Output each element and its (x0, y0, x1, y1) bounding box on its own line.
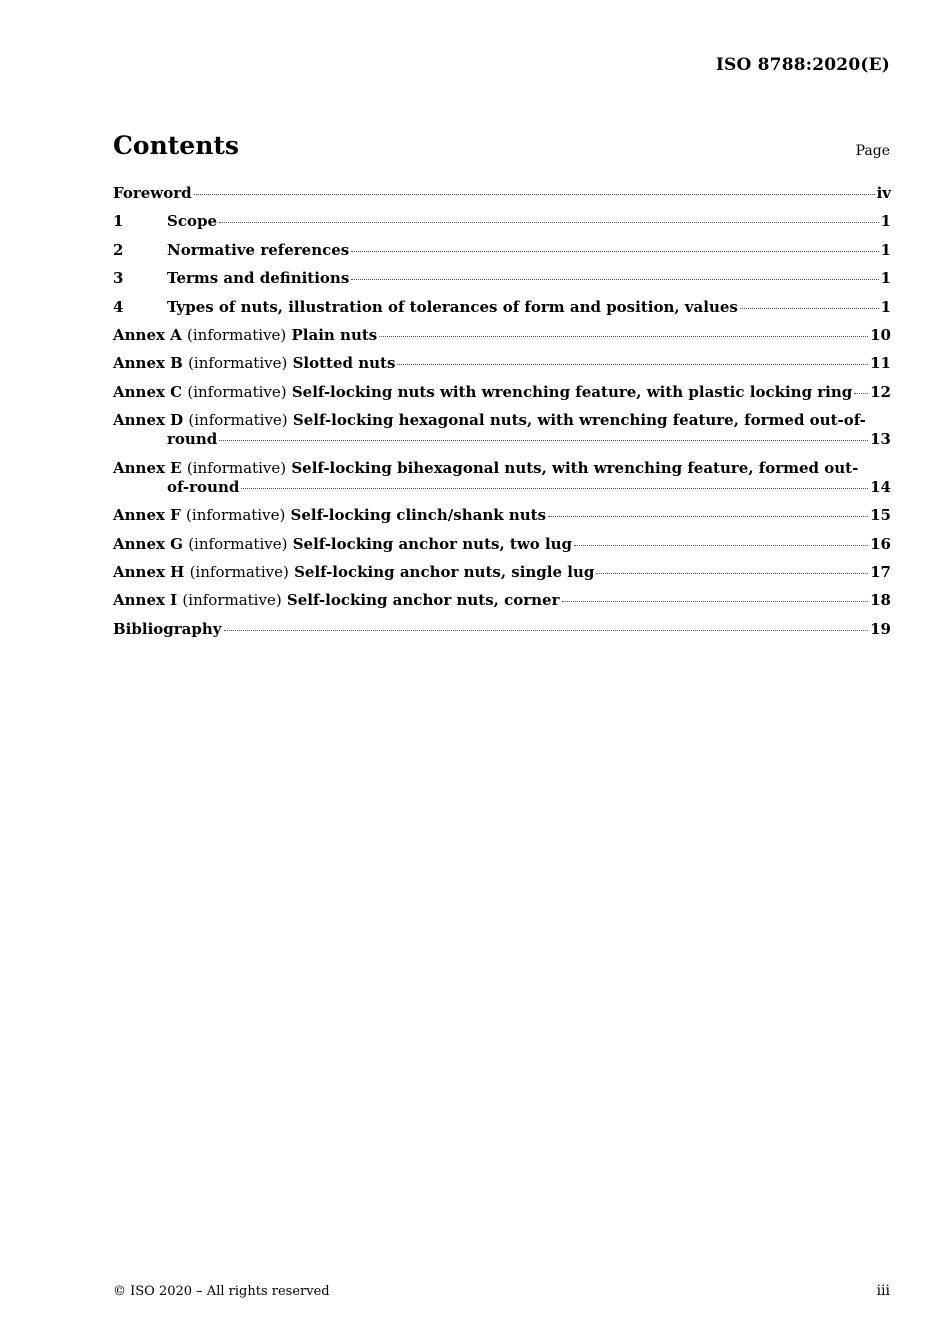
annex-label: Annex E (113, 458, 182, 477)
toc-page-number: 14 (870, 477, 891, 496)
toc-entry-bibliography[interactable] (113, 620, 891, 648)
annex-type: (informative) (186, 506, 286, 525)
toc-title: Normative references (167, 240, 350, 259)
toc-page-number: 19 (870, 619, 891, 638)
toc-page-number: 12 (870, 382, 891, 401)
toc-page-number: 15 (870, 506, 891, 525)
annex-type: (informative) (188, 354, 288, 373)
toc-title-continuation: round (167, 430, 218, 449)
toc-page-number: 1 (880, 212, 891, 231)
section-number: 4 (113, 297, 124, 316)
dot-leader (548, 516, 868, 517)
toc-title: Plain nuts (291, 325, 378, 344)
page-column-label: Page (855, 143, 890, 159)
toc-entry-annex-a[interactable] (113, 326, 891, 354)
annex-type: (informative) (187, 325, 287, 344)
toc-title: Terms and definitions (167, 269, 350, 288)
annex-label: Annex F (113, 506, 181, 525)
toc-title: Foreword (113, 184, 192, 202)
annex-label: Annex I (113, 591, 178, 610)
toc-title: Scope (167, 212, 218, 231)
dot-leader (194, 194, 875, 195)
dot-leader (224, 630, 869, 631)
section-number: 2 (113, 240, 124, 259)
toc-entry-annex-i[interactable] (113, 591, 891, 619)
toc-entry-section-2[interactable] (113, 241, 891, 269)
toc-title: Self-locking nuts with wrenching feature, with plastic locking ring (291, 382, 853, 401)
toc-page-number: 13 (870, 430, 891, 449)
toc-entry-annex-c[interactable] (113, 383, 891, 411)
table-of-contents (113, 184, 891, 648)
toc-entry-annex-e[interactable] (113, 459, 891, 507)
copyright-notice: © ISO 2020 – All rights reserved (113, 1284, 330, 1299)
annex-type: (informative) (188, 534, 288, 553)
toc-title: Self-locking clinch/shank nuts (290, 506, 547, 525)
annex-label: Annex H (113, 562, 185, 581)
document-id: ISO 8788:2020(E) (715, 55, 890, 75)
annex-type: (informative) (186, 458, 287, 477)
toc-entry-foreword[interactable] (113, 184, 891, 212)
dot-leader (219, 222, 879, 223)
toc-title: Self-locking bihexagonal nuts, with wrenching feature, formed out- (291, 458, 859, 477)
toc-entry-annex-f[interactable] (113, 506, 891, 534)
toc-title: Self-locking anchor nuts, corner (286, 591, 560, 610)
toc-title: Self-locking anchor nuts, single lug (294, 562, 595, 581)
page-number: iii (876, 1283, 890, 1299)
annex-type: (informative) (189, 562, 289, 581)
annex-label: Annex G (113, 534, 183, 553)
dot-leader (219, 440, 868, 441)
dot-leader (854, 393, 868, 394)
section-number: 1 (113, 212, 124, 231)
annex-label: Annex D (113, 411, 184, 430)
toc-page-number: 1 (880, 240, 891, 259)
toc-title: Slotted nuts (292, 354, 396, 373)
annex-type: (informative) (188, 411, 288, 430)
toc-entry-annex-g[interactable] (113, 535, 891, 563)
toc-title-continuation: of-round (167, 477, 240, 496)
dot-leader (241, 488, 868, 489)
toc-entry-annex-d[interactable] (113, 411, 891, 459)
toc-entry-section-1[interactable] (113, 212, 891, 240)
toc-title: Self-locking anchor nuts, two lug (292, 534, 573, 553)
dot-leader (351, 279, 878, 280)
toc-title: Bibliography (113, 619, 222, 638)
annex-label: Annex B (113, 354, 183, 373)
dot-leader (562, 601, 869, 602)
dot-leader (379, 336, 868, 337)
section-number: 3 (113, 269, 124, 288)
annex-type: (informative) (182, 591, 282, 610)
toc-page-number: iv (876, 184, 891, 202)
toc-entry-section-4[interactable] (113, 298, 891, 326)
toc-title: Types of nuts, illustration of tolerances of form and position, values (167, 297, 738, 316)
annex-label: Annex A (113, 325, 182, 344)
annex-label: Annex C (113, 382, 183, 401)
toc-page-number: 10 (870, 325, 891, 344)
dot-leader (740, 308, 879, 309)
toc-page-number: 16 (870, 534, 891, 553)
dot-leader (351, 251, 878, 252)
toc-entry-annex-h[interactable] (113, 563, 891, 591)
contents-heading: Contents (113, 131, 240, 160)
annex-type: (informative) (187, 382, 287, 401)
toc-page-number: 11 (870, 354, 891, 373)
toc-page-number: 1 (880, 297, 891, 316)
toc-page-number: 18 (870, 591, 891, 610)
dot-leader (596, 573, 868, 574)
toc-title: Self-locking hexagonal nuts, with wrenching feature, formed out-of- (292, 411, 866, 430)
toc-page-number: 1 (880, 269, 891, 288)
toc-entry-section-3[interactable] (113, 269, 891, 297)
toc-page-number: 17 (870, 562, 891, 581)
toc-entry-annex-b[interactable] (113, 354, 891, 382)
dot-leader (574, 545, 868, 546)
dot-leader (397, 364, 868, 365)
